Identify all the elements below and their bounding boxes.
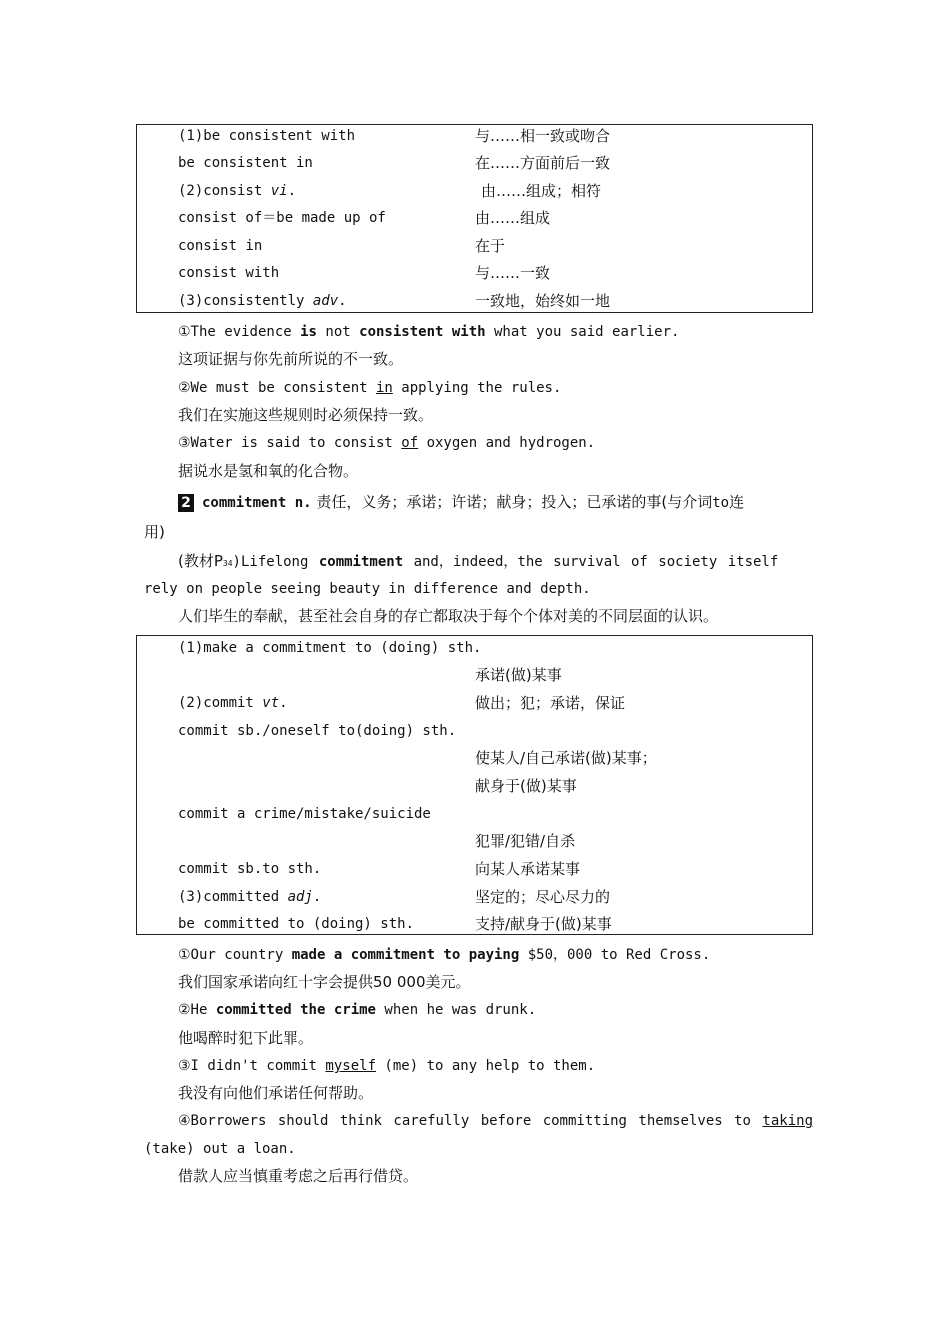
entry-word: commitment n.	[202, 495, 312, 511]
phrase-en: (3)consistently adv.	[178, 293, 347, 309]
box-row	[137, 662, 812, 689]
phrase-zh: 由……组成；相符	[481, 182, 602, 200]
box-row	[137, 856, 812, 883]
box-row	[137, 801, 812, 828]
phrase-zh: 在……方面前后一致	[475, 154, 611, 172]
phrase-en: consist in	[178, 238, 263, 254]
phrase-zh: 犯罪/犯错/自杀	[475, 832, 576, 850]
box-row	[137, 690, 812, 717]
example-sentence: ③Water is said to consist of oxygen and hydrogen.	[178, 435, 596, 451]
example-sentence: ②We must be consistent in applying the rules.	[178, 380, 562, 396]
example-translation: 他喝醉时犯下此罪。	[178, 1029, 314, 1047]
entry-number-badge: 2	[178, 494, 194, 512]
phrase-en: consist with	[178, 265, 280, 281]
phrase-zh: 与……相一致或吻合	[475, 127, 611, 145]
entry-heading: 2 commitment n. 责任，义务；承诺；许诺；献身；投入；已承诺的事(与介词to连	[178, 488, 808, 516]
box-row	[137, 205, 812, 232]
phrase-en: commit sb./oneself to(doing) sth.	[178, 723, 457, 739]
phrase-en: (3)committed adj.	[178, 889, 322, 905]
box-row	[137, 178, 812, 205]
example-translation: 我们国家承诺向红十字会提供50 000美元。	[178, 973, 471, 991]
phrase-en: (1)make a commitment to (doing) sth.	[178, 640, 482, 656]
box-row	[137, 911, 812, 938]
example-sentence: ②He committed the crime when he was drunk.	[178, 1002, 537, 1018]
phrase-zh: 与……一致	[475, 264, 551, 282]
phrase-zh: 坚定的；尽心尽力的	[475, 888, 611, 906]
box-row	[137, 718, 812, 745]
example-sentence: ①The evidence is not consistent with what you said earlier.	[178, 324, 680, 340]
example-sentence-cont: (take) out a loan.	[144, 1141, 296, 1157]
example-sentence: ③I didn't commit myself (me) to any help to them.	[178, 1058, 596, 1074]
phrase-en: be consistent in	[178, 155, 313, 171]
entry-meaning-cont: 用)	[144, 523, 165, 541]
box-row	[137, 150, 812, 177]
vocab-box-commitment	[136, 635, 813, 935]
example-sentence: ④Borrowers should think carefully before committing themselves to taking	[178, 1113, 813, 1129]
box-row	[137, 260, 812, 287]
phrase-zh: 由……组成	[475, 209, 551, 227]
phrase-zh: 在于	[475, 237, 506, 255]
phrase-en: (1)be consistent with	[178, 128, 356, 144]
box-row	[137, 828, 812, 855]
example-translation: 据说水是氢和氧的化合物。	[178, 462, 359, 480]
box-row	[137, 288, 812, 315]
phrase-zh: 献身于(做)某事	[475, 777, 577, 795]
phrase-zh: 做出；犯；承诺，保证	[475, 694, 626, 712]
box-row	[137, 123, 812, 150]
textbook-translation: 人们毕生的奉献，甚至社会自身的存亡都取决于每个个体对美的不同层面的认识。	[178, 607, 719, 625]
phrase-en: be committed to (doing) sth.	[178, 916, 415, 932]
phrase-en: (2)consist vi.	[178, 183, 297, 199]
phrase-zh: 使某人/自己承诺(做)某事；	[475, 749, 657, 767]
phrase-zh: 支持/献身于(做)某事	[475, 915, 612, 933]
phrase-en: consist of＝be made up of	[178, 210, 386, 226]
example-translation: 我们在实施这些规则时必须保持一致。	[178, 406, 434, 424]
box-row	[137, 773, 812, 800]
textbook-source-cont: rely on people seeing beauty in difference and depth.	[144, 581, 591, 597]
phrase-en: commit a crime/mistake/suicide	[178, 806, 431, 822]
vocab-box-consistent	[136, 124, 813, 313]
phrase-zh: 向某人承诺某事	[475, 860, 581, 878]
box-row	[137, 884, 812, 911]
phrase-zh: 一致地，始终如一地	[475, 292, 611, 310]
textbook-source: (教材P34)Lifelong commitment and，indeed，the survival of society itself	[178, 552, 779, 570]
example-translation: 我没有向他们承诺任何帮助。	[178, 1084, 374, 1102]
phrase-en: commit sb.to sth.	[178, 861, 322, 877]
phrase-zh: 承诺(做)某事	[475, 666, 562, 684]
box-row	[137, 233, 812, 260]
example-translation: 借款人应当慎重考虑之后再行借贷。	[178, 1167, 419, 1185]
phrase-en: (2)commit vt.	[178, 695, 288, 711]
box-row	[137, 745, 812, 772]
example-translation: 这项证据与你先前所说的不一致。	[178, 350, 404, 368]
box-row	[137, 635, 812, 662]
entry-meaning: 责任，义务；承诺；许诺；献身；投入；已承诺的事(与介词	[311, 493, 713, 511]
example-sentence: ①Our country made a commitment to paying $50，000 to Red Cross.	[178, 947, 711, 963]
